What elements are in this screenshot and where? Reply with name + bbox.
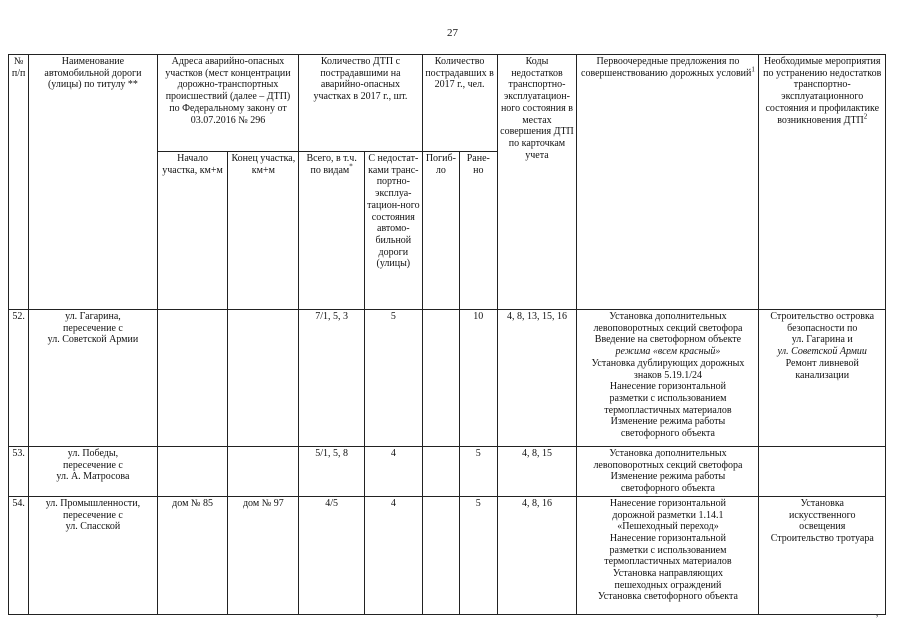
cell-measures-line: ул. Советской Армии [777,346,867,358]
cell-num: 53. [9,447,29,497]
table-row [9,447,886,497]
cell-end: дом № 97 [228,496,299,614]
header-measures-sup: 2 [863,112,868,121]
header-addr-end: Конец участка, км+м [228,152,299,310]
cell-road-line: пересечение с [63,509,123,521]
header-proposals-text: Первоочередные предложения по совершенствованию дорожных условий [581,56,752,79]
cell-measures-line: освещения [799,521,846,533]
cell-proposals-line: левоповоротных секций светофора [593,459,743,471]
header-codes: Коды недостатков транспортно-эксплуатацион-ного состояния в местах совершения ДТП по карточкам учета [497,55,577,310]
cell-road-line: ул. Гагарина, [65,311,121,322]
cell-proposals [577,310,759,447]
header-dtp-total-sup: * [349,162,353,171]
cell-proposals-line: светофорного объекта [620,428,715,440]
cell-measures-line: Строительство тротуара [770,532,874,544]
cell-codes: 4, 8, 16 [497,496,577,614]
table-body [9,310,886,615]
cell-proposals [577,447,759,497]
cell-proposals-line: термопластичных материалов [604,404,732,416]
cell-proposals-line: Нанесение горизонтальной [609,532,726,544]
cell-injured: 5 [460,496,497,614]
cell-measures-line: искусственного [789,509,856,521]
cell-proposals-line: пешеходных ограждений [614,579,722,591]
cell-proposals-line: «Пешеходный переход» [617,521,719,533]
cell-dtp-total: 5/1, 5, 8 [299,447,365,497]
cell-road-line: ул. Победы, [67,448,119,459]
cell-measures [759,447,886,497]
cell-end [228,310,299,447]
header-dtp-defects: С недостат-ками транс-портно-эксплуа-тацион-ного состояния автомо-бильной дороги (улицы) [365,152,423,310]
cell-road [29,447,157,497]
header-victims-injured: Ране-но [460,152,497,310]
header-victims: Количество пострадавших в 2017 г., чел. [422,55,497,152]
cell-proposals-line: светофорного объекта [620,483,715,495]
cell-start [157,310,228,447]
cell-proposals-line: Установка направляющих [612,568,724,580]
cell-road-line: ул. Спасской [65,521,121,533]
cell-road [29,310,157,447]
cell-start [157,447,228,497]
cell-codes: 4, 8, 13, 15, 16 [497,310,577,447]
cell-proposals-line: Нанесение горизонтальной [609,381,726,393]
header-row-1 [9,55,886,152]
cell-measures-line: ул. Гагарина и [791,334,853,346]
cell-dtp-total: 4/5 [299,496,365,614]
cell-proposals-line: Установка светофорного объекта [597,591,738,603]
cell-dtp-defects: 4 [365,447,423,497]
cell-road-line: ул. Промышленности, [45,497,141,509]
cell-end [228,447,299,497]
page-number: 27 [447,27,458,39]
page-mark: , [876,608,879,618]
table-row [9,496,886,614]
cell-proposals-line: Изменение режима работы [610,471,726,483]
cell-measures [759,310,886,447]
cell-road-line: пересечение с [63,322,123,334]
cell-proposals-line: Изменение режима работы [610,416,726,428]
cell-dead [422,310,459,447]
cell-start: дом № 85 [157,496,228,614]
cell-proposals-line: разметки с использованием [609,392,727,404]
header-dtp: Количество ДТП с пострадавшими на аварийно-опасных участках в 2017 г., шт. [299,55,422,152]
cell-proposals [577,496,759,614]
header-proposals-sup: 1 [751,65,755,74]
cell-num: 52. [9,310,29,447]
cell-road-line: ул. Советской Армии [47,334,139,346]
header-proposals [577,55,759,310]
cell-proposals-line: режима «всем красный» [615,346,721,358]
cell-injured: 5 [460,447,497,497]
cell-proposals-line: Установка дополнительных [609,448,727,459]
cell-measures-line: Установка [800,497,844,509]
header-addr-start: Начало участка, км+м [157,152,228,310]
cell-proposals-line: дорожной разметки 1.14.1 [612,509,724,521]
cell-proposals-line: Нанесение горизонтальной [609,497,726,509]
cell-dtp-defects: 5 [365,310,423,447]
cell-codes: 4, 8, 15 [497,447,577,497]
cell-proposals-line: термопластичных материалов [604,556,732,568]
header-addr: Адреса аварийно-опасных участков (мест концентрации дорожно-транспортных происшествий (далее – ДТП) по Федеральному закону от 03.07.2016 № 296 [157,55,299,152]
cell-road-line: ул. А. Матросова [56,471,130,483]
cell-proposals-line: разметки с использованием [609,544,727,556]
table-row [9,310,886,447]
cell-num: 54. [9,496,29,614]
header-dtp-total [299,152,365,310]
header-measures [759,55,886,310]
cell-measures [759,496,886,614]
cell-road-line: пересечение с [63,459,123,471]
cell-measures-line: Строительство островка [770,311,875,322]
cell-proposals-line: знаков 5.19.1/24 [633,369,702,381]
cell-road [29,496,157,614]
cell-dtp-total: 7/1, 5, 3 [299,310,365,447]
cell-injured: 10 [460,310,497,447]
cell-measures-line: безопасности по [787,322,858,334]
header-dtp-total-text: Всего, в т.ч. по видам [306,153,357,176]
header-road: Наименование автомобильной дороги (улицы) по титулу ** [29,55,157,310]
accident-sites-table [8,54,886,615]
cell-measures-line: канализации [795,369,850,381]
cell-proposals-line: левоповоротных секций светофора [593,322,743,334]
cell-proposals-line: Установка дополнительных [609,311,727,322]
cell-dead [422,447,459,497]
cell-proposals-line: Введение на светофорном объекте [594,334,742,346]
header-measures-text: Необходимые мероприятия по устранению недостатков транспортно-эксплуатационного состояния и профилактике возникновения ДТП [763,56,882,126]
cell-proposals-line: Установка дублирующих дорожных [591,357,745,369]
cell-measures-line: Ремонт ливневой [785,357,859,369]
header-victims-dead: Погиб-ло [422,152,459,310]
cell-dtp-defects: 4 [365,496,423,614]
header-num: № п/п [9,55,29,310]
cell-dead [422,496,459,614]
